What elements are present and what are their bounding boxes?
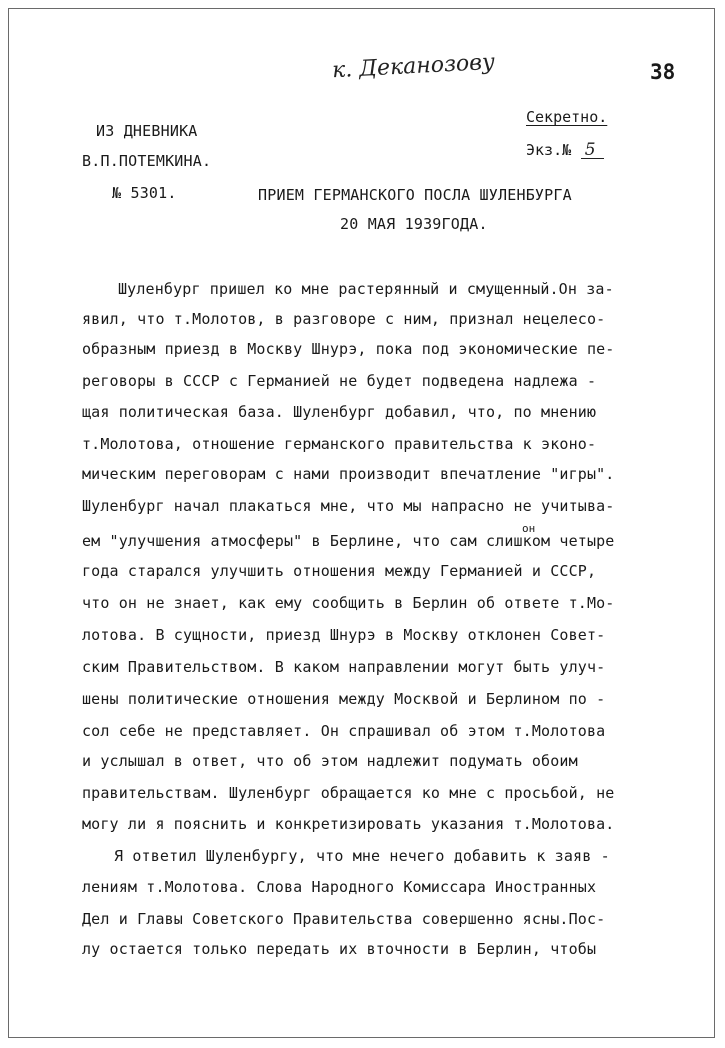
- body-line: Шуленбург пришел ко мне растерянный и смущенный.Он за-: [118, 280, 614, 298]
- body-line: что он не знает, как ему сообщить в Берлин об ответе т.Мо-: [82, 594, 615, 612]
- document-title-line-2: 20 МАЯ 1939ГОДА.: [340, 215, 488, 233]
- body-line: лениям т.Молотова. Слова Народного Комиссара Иностранных: [82, 878, 597, 896]
- interlinear-insertion: он: [522, 522, 536, 535]
- body-line: реговоры в СССР с Германией не будет подведена надлежа -: [82, 372, 597, 390]
- body-line: образным приезд в Москву Шнурэ, пока под экономические пе-: [82, 340, 615, 358]
- body-line: и услышал в ответ, что об этом надлежит подумать обоим: [82, 752, 578, 770]
- body-line: т.Молотова, отношение германского правительства к эконо-: [82, 435, 597, 453]
- body-line: сол себе не представляет. Он спрашивал об этом т.Молотова: [82, 722, 606, 740]
- body-line: щая политическая база. Шуленбург добавил, что, по мнению: [82, 403, 597, 421]
- body-line: лотова. В сущности, приезд Шнурэ в Москву отклонен Совет-: [82, 626, 606, 644]
- classification-label: Секретно.: [526, 108, 608, 126]
- body-line: мическим переговорам с нами производит впечатление "игры".: [82, 465, 615, 483]
- copy-number: [526, 140, 604, 159]
- source-line-1: ИЗ ДНЕВНИКА: [96, 122, 198, 140]
- copy-number-value: 5: [581, 142, 604, 159]
- body-line: явил, что т.Молотов, в разговоре с ним, признал нецелесо-: [82, 310, 606, 328]
- handwritten-note: к. Деканозову: [331, 49, 496, 84]
- document-title-line-1: ПРИЕМ ГЕРМАНСКОГО ПОСЛА ШУЛЕНБУРГА: [258, 186, 572, 204]
- page-number: 38: [650, 60, 676, 84]
- body-line: Дел и Главы Советского Правительства совершенно ясны.Пос-: [82, 910, 606, 928]
- body-line: Шуленбург начал плакаться мне, что мы напрасно не учитыва-: [82, 497, 615, 515]
- body-line: года старался улучшить отношения между Германией и СССР,: [82, 562, 597, 580]
- body-line: могу ли я пояснить и конкретизировать указания т.Молотова.: [82, 815, 615, 833]
- body-line: ским Правительством. В каком направлении могут быть улуч-: [82, 658, 606, 676]
- source-line-2: В.П.ПОТЕМКИНА.: [82, 152, 212, 170]
- body-line: правительствам. Шуленбург обращается ко мне с просьбой, не: [82, 784, 615, 802]
- body-line: лу остается только передать их вточности в Берлин, чтобы: [82, 940, 597, 958]
- copy-number-label: Экз.№: [526, 141, 572, 159]
- document-number: № 5301.: [112, 184, 177, 202]
- body-line: Я ответил Шуленбургу, что мне нечего добавить к заяв -: [114, 847, 610, 865]
- body-line: шены политические отношения между Москвой и Берлином по -: [82, 690, 606, 708]
- body-line: ем "улучшения атмосферы" в Берлине, что сам слишком четыре: [82, 532, 615, 550]
